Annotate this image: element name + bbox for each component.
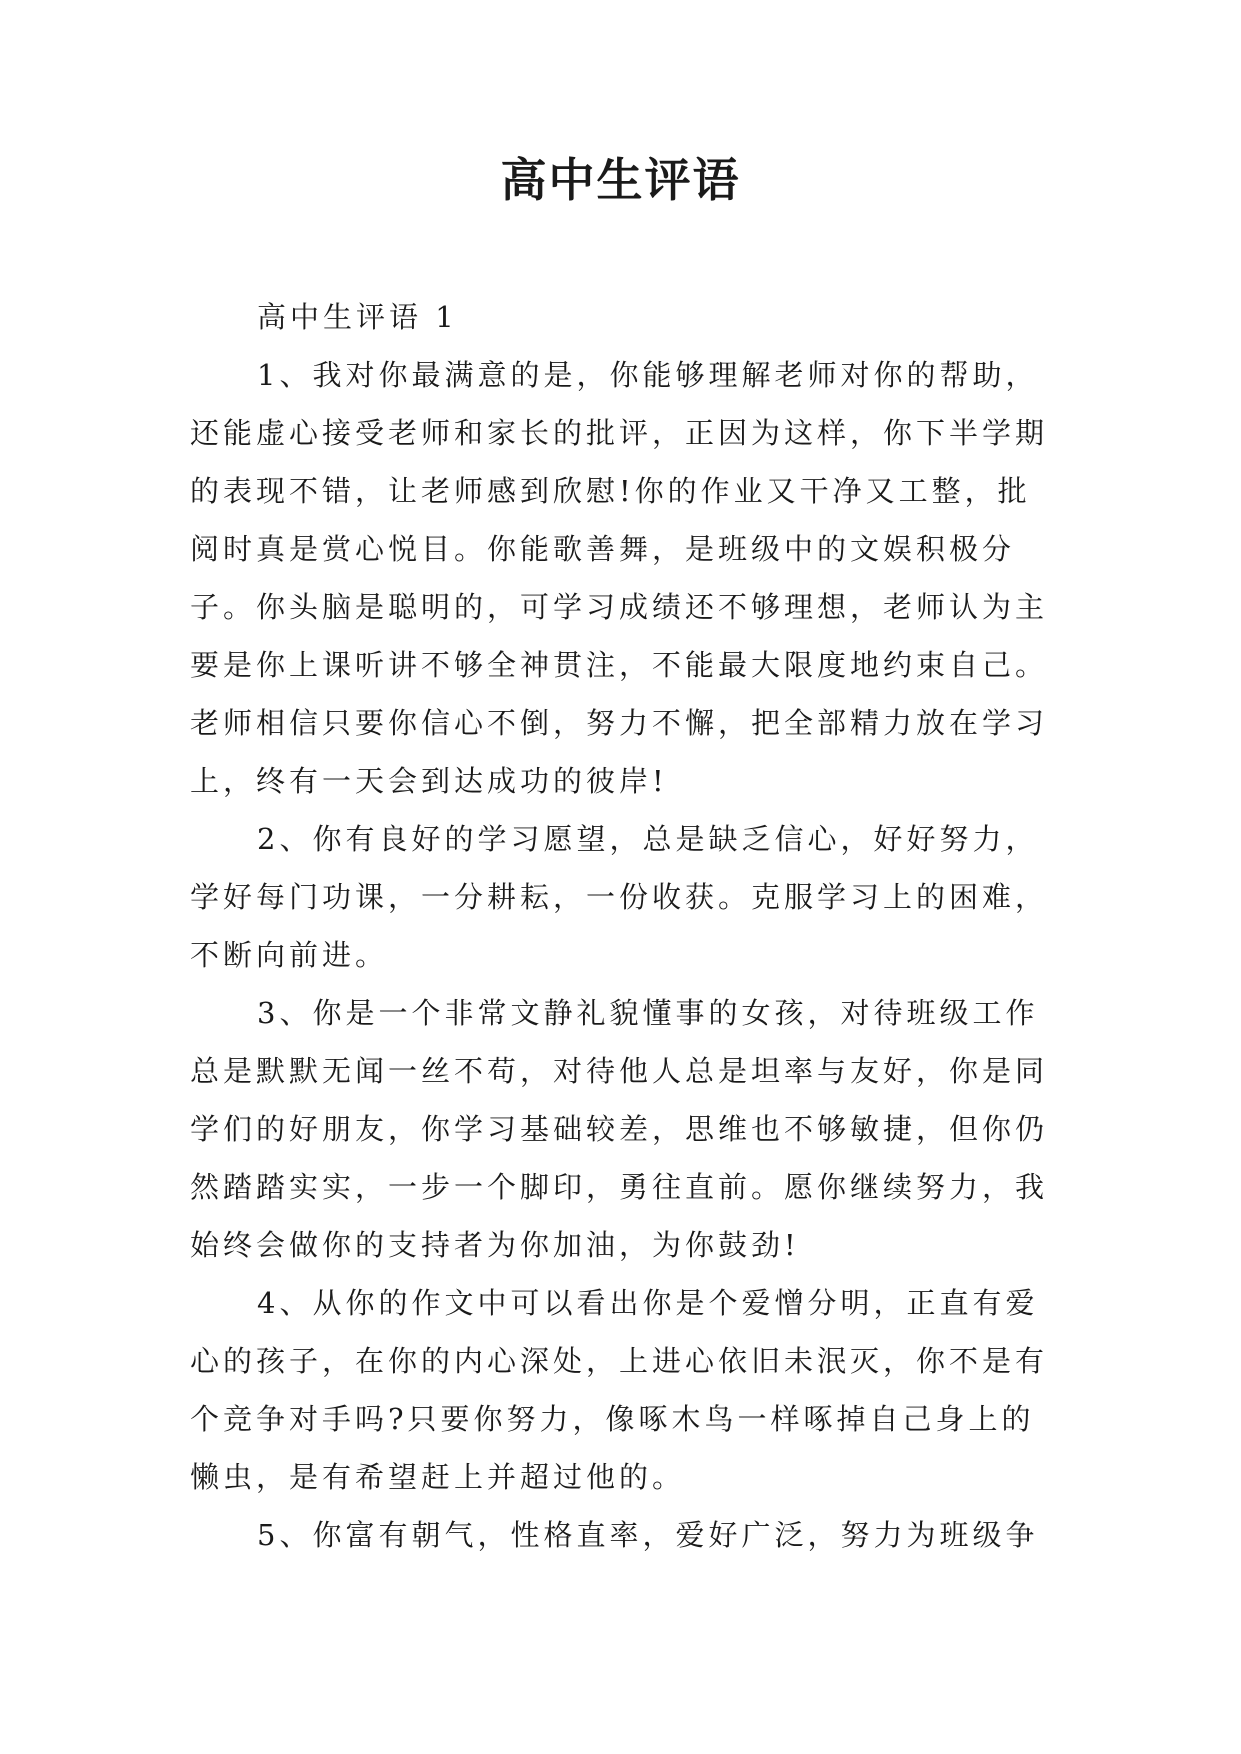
document-body [190, 288, 1060, 1564]
paragraph-4: 4、从你的作文中可以看出你是个爱憎分明，正直有爱心的孩子，在你的内心深处，上进心依旧未泯灭，你不是有个竞争对手吗?只要你努力，像啄木鸟一样啄掉自己身上的懒虫，是有希望赶上并超过他的。 [190, 1286, 1049, 1494]
paragraph-2: 2、你有良好的学习愿望，总是缺乏信心，好好努力，学好每门功课，一分耕耘，一份收获。克服学习上的困难，不断向前进。 [190, 822, 1049, 972]
document-title: 高中生评语 [500, 153, 741, 207]
paragraph-1: 1、我对你最满意的是，你能够理解老师对你的帮助，还能虚心接受老师和家长的批评，正因为这样，你下半学期的表现不错，让老师感到欣慰!你的作业又干净又工整，批阅时真是赏心悦目。你能歌善舞，是班级中的文娱积极分子。你头脑是聪明的，可学习成绩还不够理想，老师认为主要是你上课听讲不够全神贯注，不能最大限度地约束自己。老师相信只要你信心不倒，努力不懈，把全部精力放在学习上，终有一天会到达成功的彼岸! [190, 358, 1049, 798]
section-heading: 高中生评语 1 [257, 300, 458, 334]
paragraph-3: 3、你是一个非常文静礼貌懂事的女孩，对待班级工作总是默默无闻一丝不苟，对待他人总是坦率与友好，你是同学们的好朋友，你学习基础较差，思维也不够敏捷，但你仍然踏踏实实，一步一个脚印，勇往直前。愿你继续努力，我始终会做你的支持者为你加油，为你鼓劲! [190, 996, 1049, 1262]
paragraph-5: 5、你富有朝气，性格直率，爱好广泛，努力为班级争 [257, 1518, 1039, 1552]
